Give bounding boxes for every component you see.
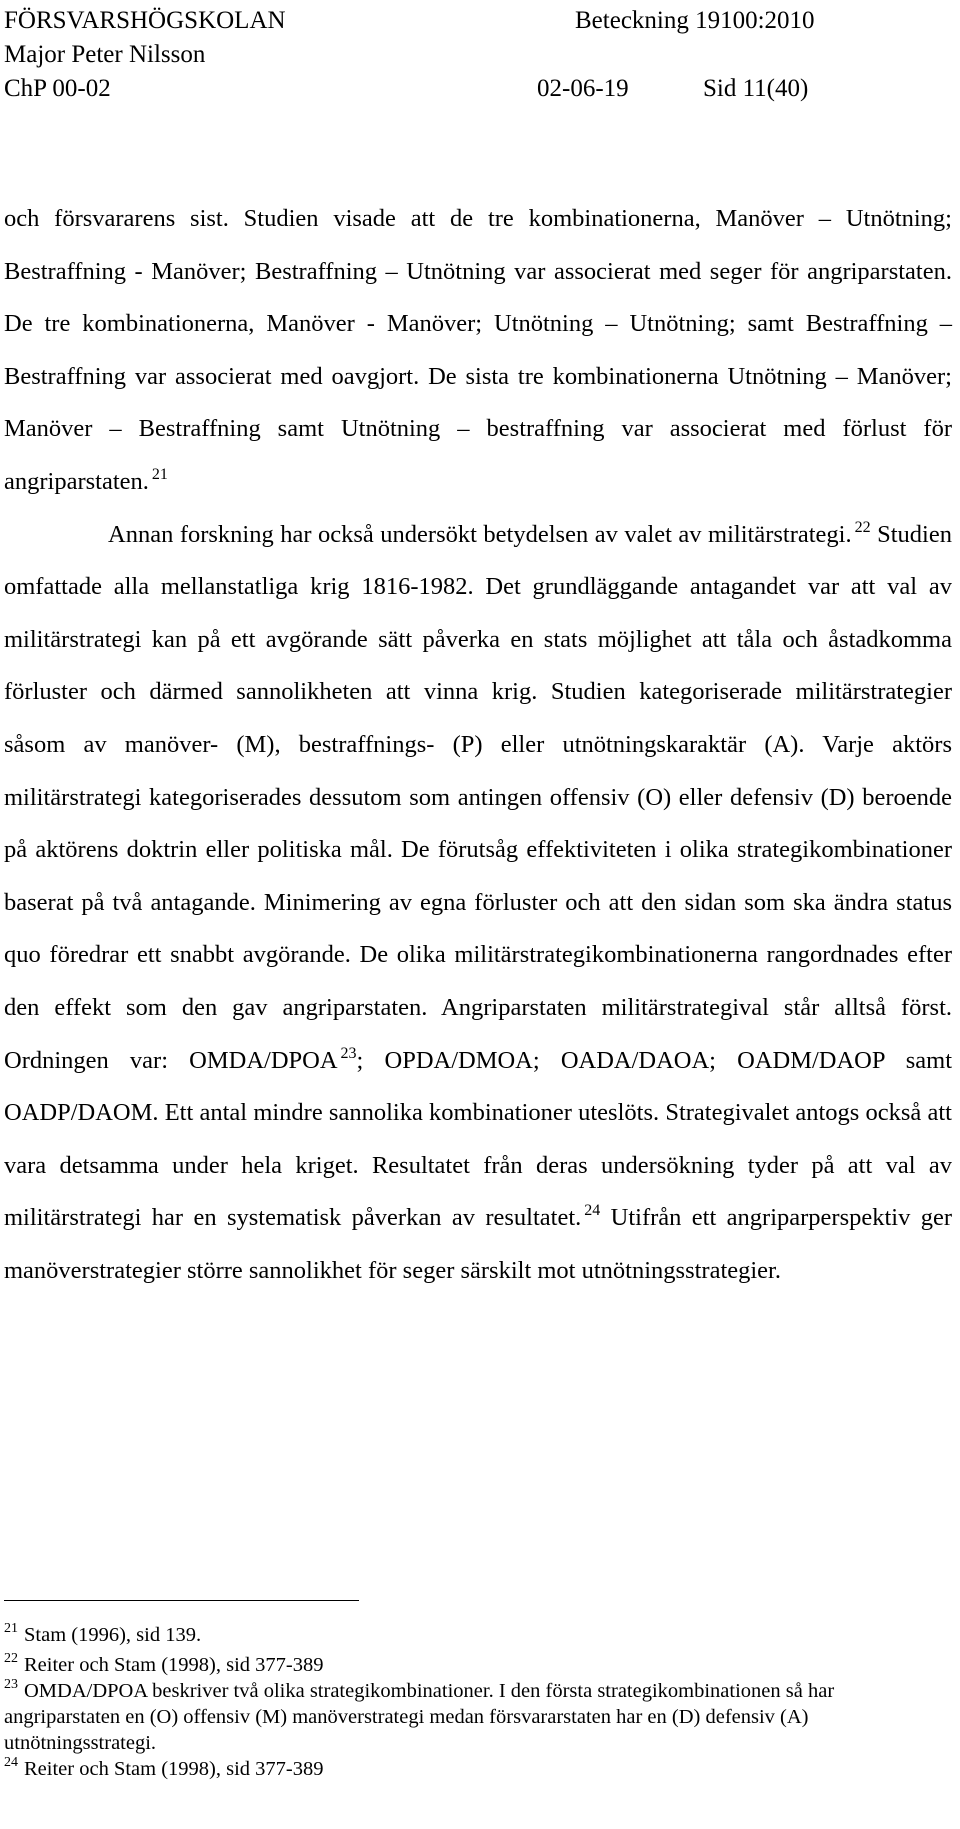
footnotes [4,1622,944,1782]
footnote-number: 23 [4,1677,18,1692]
paragraph-1 [4,193,952,509]
footnote-separator [4,1600,359,1601]
footnote-number: 22 [4,1651,18,1666]
header-row-3 [0,72,960,106]
header-row-2 [0,38,960,72]
footnote-text: Reiter och Stam (1998), sid 377-389 [24,1654,324,1676]
footnote-ref-24: 24 [584,1202,601,1220]
header-course: ChP 00-02 [4,75,111,102]
footnote-text: Stam (1996), sid 139. [24,1624,202,1646]
header-row-1 [0,4,960,38]
paragraph-2 [4,509,952,1298]
footnote-24 [4,1756,944,1782]
paragraph-1-text: och försvararens sist. Studien visade att de tre kombinationerna, Manöver – Utnötning; Bestraffning - Manöver; Bestraffning – Utnötning var associerat med seger för angriparstaten. De tre kombinationerna, Manöver - Manöver; Utnötning – Utnötning; samt Bestraffning – Bestraffning var associerat med oavgjort. De sista tre kombinationerna Utnötning – Manöver; Manöver – Bestraffning samt Utnötning – bestraffning var associerat med förlust för angriparstaten. [4,205,952,495]
paragraph-2-text-c: ; OPDA/DMOA; OADA/DAOA; OADM/DAOP samt OADP/DAOM. Ett antal mindre sannolika kombinationer uteslöts. Strategivalet antogs också att vara detsamma under hela kriget. Resultatet från deras undersökning tyder på att val av militärstrategi har en systematisk påverkan av resultatet. [4,1046,953,1232]
header-designation: Beteckning 19100:2010 [575,7,815,34]
page-header [0,4,960,106]
footnote-23 [4,1678,944,1756]
footnote-21 [4,1622,944,1648]
header-date: 02-06-19 [537,75,629,102]
header-author: Major Peter Nilsson [4,41,206,68]
footnote-text: Reiter och Stam (1998), sid 377-389 [24,1758,324,1780]
paragraph-2-text-b: Studien omfattade alla mellanstatliga krig 1816-1982. Det grundläggande antagandet var att val av militärstrategi kan på ett avgörande sätt påverka en stats möjlighet att tåla och åstadkomma förluster och därmed sannolikheten att vinna krig. Studien kategoriserade militärstrategier såsom av manöver- (M), bestraffnings- (P) eller utnötningskaraktär (A). Varje aktörs militärstrategi kategoriserades dessutom som antingen offensiv (O) eller defensiv (D) beroende på aktörens doktrin eller politiska mål. De förutsåg effektiviteten i olika strategikombinationer baserat på två antagande. Minimering av egna förluster och att den sidan som ska ändra status quo föredrar ett snabbt avgörande. De olika militärstrategikombinationerna rangordnades efter den effekt som den gav angriparstaten. Angriparstaten militärstrategival står alltså först. Ordningen var: OMDA/DPOA [4,520,952,1074]
footnote-22 [4,1652,944,1678]
header-org: FÖRSVARSHÖGSKOLAN [4,7,286,34]
footnote-ref-23: 23 [340,1044,357,1062]
footnote-ref-22: 22 [854,518,871,536]
header-page-number: Sid 11(40) [703,75,809,102]
footnote-number: 24 [4,1755,18,1770]
footnote-text: OMDA/DPOA beskriver två olika strategikombinationer. I den första strategikombinationen så har angriparstaten en (O) offensiv (M) manöverstrategi medan försvararstaten har en (D) defensiv (A) utnötningsstrategi. [4,1680,835,1754]
paragraph-2-text-d: Utifrån ett angriparperspektiv ger manöverstrategier större sannolikhet för seger särskilt mot utnötningsstrategier. [4,1204,952,1284]
footnote-number: 21 [4,1621,18,1636]
footnote-ref-21: 21 [151,465,168,483]
paragraph-2-text-a: Annan forskning har också undersökt betydelsen av valet av militärstrategi. [108,520,852,548]
body-text [4,193,952,1297]
